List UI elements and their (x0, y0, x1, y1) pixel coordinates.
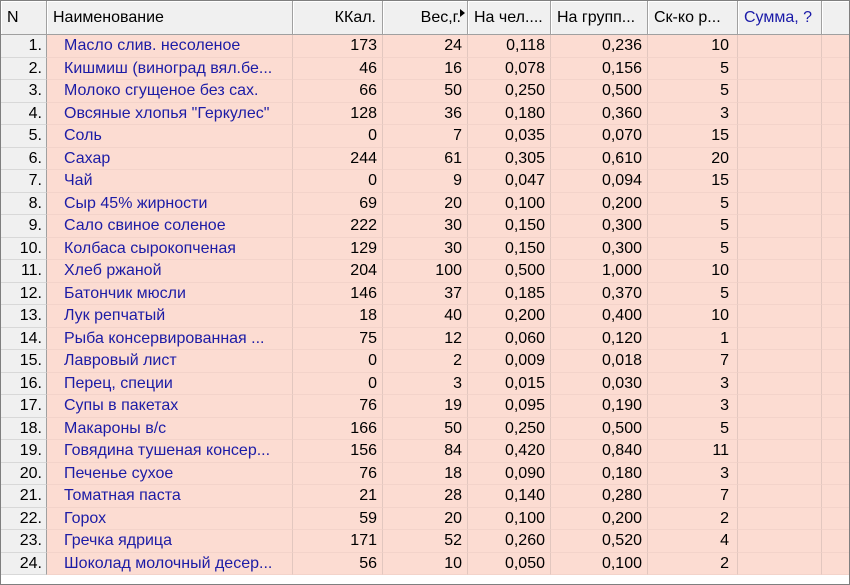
grid-header (1, 1, 850, 35)
kcal-value[interactable]: 76 (293, 395, 383, 418)
row-number[interactable]: 2. (1, 58, 47, 81)
per-group-value[interactable]: 0,520 (551, 530, 648, 553)
kcal-value[interactable]: 76 (293, 463, 383, 486)
sort-indicator-icon (460, 9, 465, 17)
table-row[interactable] (1, 553, 850, 576)
product-name[interactable]: Сахар (47, 148, 293, 171)
kcal-value[interactable]: 0 (293, 350, 383, 373)
per-group-value[interactable]: 0,236 (551, 35, 648, 58)
row-number[interactable]: 1. (1, 35, 47, 58)
table-row[interactable] (1, 305, 850, 328)
sum-value (738, 170, 822, 193)
repeat-count-value[interactable]: 3 (648, 395, 738, 418)
per-group-value[interactable]: 0,120 (551, 328, 648, 351)
product-name[interactable]: Томатная паста (47, 485, 293, 508)
per-person-value[interactable]: 0,250 (468, 418, 551, 441)
row-filler (822, 125, 850, 148)
row-number[interactable]: 15. (1, 350, 47, 373)
per-person-value[interactable]: 0,078 (468, 58, 551, 81)
product-name[interactable]: Колбаса сырокопченая (47, 238, 293, 261)
row-number[interactable]: 18. (1, 418, 47, 441)
repeat-count-value[interactable]: 3 (648, 463, 738, 486)
row-filler (822, 350, 850, 373)
table-row[interactable] (1, 58, 850, 81)
per-group-value[interactable]: 0,100 (551, 553, 648, 576)
sum-value (738, 305, 822, 328)
weight-value[interactable]: 28 (383, 485, 468, 508)
weight-value[interactable]: 9 (383, 170, 468, 193)
table-row[interactable] (1, 350, 850, 373)
weight-value[interactable]: 50 (383, 418, 468, 441)
sum-value (738, 238, 822, 261)
repeat-count-value[interactable]: 15 (648, 170, 738, 193)
sum-value (738, 125, 822, 148)
row-filler (822, 418, 850, 441)
column-header-per-group[interactable]: На групп... (551, 1, 648, 35)
per-group-value[interactable]: 0,300 (551, 238, 648, 261)
row-number[interactable]: 7. (1, 170, 47, 193)
product-name[interactable]: Батончик мюсли (47, 283, 293, 306)
column-header-kcal[interactable]: ККал. (293, 1, 383, 35)
weight-value[interactable]: 40 (383, 305, 468, 328)
repeat-count-value[interactable]: 10 (648, 305, 738, 328)
repeat-count-value[interactable]: 5 (648, 58, 738, 81)
kcal-value[interactable]: 0 (293, 373, 383, 396)
grid-body (1, 35, 850, 575)
per-group-value[interactable]: 0,094 (551, 170, 648, 193)
kcal-value[interactable]: 156 (293, 440, 383, 463)
row-number[interactable]: 5. (1, 125, 47, 148)
sum-value (738, 485, 822, 508)
kcal-value[interactable]: 171 (293, 530, 383, 553)
repeat-count-value[interactable]: 7 (648, 485, 738, 508)
per-group-value[interactable]: 0,280 (551, 485, 648, 508)
row-filler (822, 35, 850, 58)
repeat-count-value[interactable]: 3 (648, 373, 738, 396)
per-group-value[interactable]: 0,500 (551, 418, 648, 441)
sum-value (738, 328, 822, 351)
row-filler (822, 328, 850, 351)
per-person-value[interactable]: 0,200 (468, 305, 551, 328)
per-group-value[interactable]: 0,400 (551, 305, 648, 328)
sum-value (738, 463, 822, 486)
per-group-value[interactable]: 0,200 (551, 508, 648, 531)
sum-value (738, 283, 822, 306)
kcal-value[interactable]: 75 (293, 328, 383, 351)
per-group-value[interactable]: 0,300 (551, 215, 648, 238)
column-header-n[interactable]: N (1, 1, 47, 35)
per-group-value[interactable]: 0,370 (551, 283, 648, 306)
row-number[interactable]: 12. (1, 283, 47, 306)
per-person-value[interactable]: 0,060 (468, 328, 551, 351)
column-header-per-person[interactable]: На чел.... (468, 1, 551, 35)
sum-value (738, 80, 822, 103)
sum-value (738, 508, 822, 531)
row-number[interactable]: 16. (1, 373, 47, 396)
product-name[interactable]: Макароны в/с (47, 418, 293, 441)
table-row[interactable] (1, 170, 850, 193)
sum-value (738, 350, 822, 373)
sum-value (738, 58, 822, 81)
row-filler (822, 508, 850, 531)
weight-value[interactable]: 20 (383, 508, 468, 531)
table-row[interactable] (1, 80, 850, 103)
per-group-value[interactable]: 0,840 (551, 440, 648, 463)
repeat-count-value[interactable]: 5 (648, 418, 738, 441)
column-header-weight-label: Вес,г. (420, 9, 461, 26)
row-number[interactable]: 22. (1, 508, 47, 531)
sum-value (738, 35, 822, 58)
kcal-value[interactable]: 0 (293, 125, 383, 148)
weight-value[interactable]: 18 (383, 463, 468, 486)
per-person-value[interactable]: 0,047 (468, 170, 551, 193)
row-filler (822, 530, 850, 553)
per-person-value[interactable]: 0,150 (468, 238, 551, 261)
product-name[interactable]: Кишмиш (виноград вял.бе... (47, 58, 293, 81)
per-group-value[interactable]: 0,190 (551, 395, 648, 418)
repeat-count-value[interactable]: 4 (648, 530, 738, 553)
column-header-sum[interactable]: Сумма, ? (738, 1, 822, 35)
row-number[interactable]: 14. (1, 328, 47, 351)
product-name[interactable]: Сыр 45% жирности (47, 193, 293, 216)
row-filler (822, 373, 850, 396)
weight-value[interactable]: 19 (383, 395, 468, 418)
row-filler (822, 485, 850, 508)
weight-value[interactable]: 84 (383, 440, 468, 463)
repeat-count-value[interactable]: 3 (648, 103, 738, 126)
kcal-value[interactable]: 21 (293, 485, 383, 508)
row-filler (822, 463, 850, 486)
row-filler (822, 58, 850, 81)
per-person-value[interactable]: 0,500 (468, 260, 551, 283)
sum-value (738, 418, 822, 441)
table-row[interactable] (1, 283, 850, 306)
row-filler (822, 553, 850, 576)
product-name[interactable]: Рыба консервированная ... (47, 328, 293, 351)
per-person-value[interactable]: 0,095 (468, 395, 551, 418)
column-header-name[interactable]: Наименование (47, 1, 293, 35)
sum-value (738, 260, 822, 283)
per-group-value[interactable]: 0,610 (551, 148, 648, 171)
row-number[interactable]: 19. (1, 440, 47, 463)
weight-value[interactable]: 30 (383, 215, 468, 238)
per-group-value[interactable]: 0,030 (551, 373, 648, 396)
row-number[interactable]: 13. (1, 305, 47, 328)
weight-value[interactable]: 20 (383, 193, 468, 216)
product-name[interactable]: Горох (47, 508, 293, 531)
kcal-value[interactable]: 173 (293, 35, 383, 58)
repeat-count-value[interactable]: 10 (648, 35, 738, 58)
kcal-value[interactable]: 204 (293, 260, 383, 283)
product-name[interactable]: Супы в пакетах (47, 395, 293, 418)
product-name[interactable]: Лук репчатый (47, 305, 293, 328)
repeat-count-value[interactable]: 5 (648, 283, 738, 306)
row-number[interactable]: 23. (1, 530, 47, 553)
product-name[interactable]: Шоколад молочный десер... (47, 553, 293, 576)
repeat-count-value[interactable]: 2 (648, 553, 738, 576)
row-number[interactable]: 4. (1, 103, 47, 126)
table-row[interactable] (1, 148, 850, 171)
table-row[interactable] (1, 485, 850, 508)
weight-value[interactable]: 16 (383, 58, 468, 81)
weight-value[interactable]: 50 (383, 80, 468, 103)
repeat-count-value[interactable]: 2 (648, 508, 738, 531)
row-number[interactable]: 24. (1, 553, 47, 576)
kcal-value[interactable]: 0 (293, 170, 383, 193)
product-name[interactable]: Гречка ядрица (47, 530, 293, 553)
product-name[interactable]: Сало свиное соленое (47, 215, 293, 238)
per-person-value[interactable]: 0,009 (468, 350, 551, 373)
kcal-value[interactable]: 244 (293, 148, 383, 171)
table-row[interactable] (1, 373, 850, 396)
row-filler (822, 238, 850, 261)
per-person-value[interactable]: 0,118 (468, 35, 551, 58)
table-row[interactable] (1, 238, 850, 261)
kcal-value[interactable]: 222 (293, 215, 383, 238)
sum-value (738, 373, 822, 396)
per-person-value[interactable]: 0,035 (468, 125, 551, 148)
table-row[interactable] (1, 35, 850, 58)
row-filler (822, 395, 850, 418)
table-row[interactable] (1, 193, 850, 216)
repeat-count-value[interactable]: 5 (648, 193, 738, 216)
row-filler (822, 148, 850, 171)
kcal-value[interactable]: 146 (293, 283, 383, 306)
per-person-value[interactable]: 0,250 (468, 80, 551, 103)
per-person-value[interactable]: 0,140 (468, 485, 551, 508)
table-row[interactable] (1, 463, 850, 486)
kcal-value[interactable]: 129 (293, 238, 383, 261)
weight-value[interactable]: 12 (383, 328, 468, 351)
kcal-value[interactable]: 69 (293, 193, 383, 216)
row-number[interactable]: 21. (1, 485, 47, 508)
sum-value (738, 103, 822, 126)
product-name[interactable]: Масло слив. несоленое (47, 35, 293, 58)
product-name[interactable]: Молоко сгущеное без сах. (47, 80, 293, 103)
row-filler (822, 283, 850, 306)
row-filler (822, 80, 850, 103)
per-person-value[interactable]: 0,180 (468, 103, 551, 126)
per-group-value[interactable]: 0,018 (551, 350, 648, 373)
weight-value[interactable]: 7 (383, 125, 468, 148)
row-number[interactable]: 10. (1, 238, 47, 261)
row-number[interactable]: 3. (1, 80, 47, 103)
weight-value[interactable]: 61 (383, 148, 468, 171)
column-header-filler (822, 1, 850, 35)
repeat-count-value[interactable]: 5 (648, 80, 738, 103)
weight-value[interactable]: 36 (383, 103, 468, 126)
per-person-value[interactable]: 0,305 (468, 148, 551, 171)
weight-value[interactable]: 30 (383, 238, 468, 261)
kcal-value[interactable]: 56 (293, 553, 383, 576)
per-person-value[interactable]: 0,100 (468, 508, 551, 531)
per-person-value[interactable]: 0,015 (468, 373, 551, 396)
row-number[interactable]: 11. (1, 260, 47, 283)
row-filler (822, 305, 850, 328)
sum-value (738, 148, 822, 171)
per-person-value[interactable]: 0,420 (468, 440, 551, 463)
sum-value (738, 215, 822, 238)
table-row[interactable] (1, 395, 850, 418)
per-group-value[interactable]: 0,200 (551, 193, 648, 216)
per-group-value[interactable]: 0,360 (551, 103, 648, 126)
weight-value[interactable]: 37 (383, 283, 468, 306)
table-row[interactable] (1, 418, 850, 441)
per-group-value[interactable]: 0,070 (551, 125, 648, 148)
table-row[interactable] (1, 508, 850, 531)
product-name[interactable]: Овсяные хлопья "Геркулес" (47, 103, 293, 126)
per-person-value[interactable]: 0,185 (468, 283, 551, 306)
kcal-value[interactable]: 18 (293, 305, 383, 328)
weight-value[interactable]: 52 (383, 530, 468, 553)
row-number[interactable]: 20. (1, 463, 47, 486)
kcal-value[interactable]: 128 (293, 103, 383, 126)
product-name[interactable]: Соль (47, 125, 293, 148)
weight-value[interactable]: 3 (383, 373, 468, 396)
weight-value[interactable]: 2 (383, 350, 468, 373)
row-filler (822, 103, 850, 126)
sum-value (738, 193, 822, 216)
row-filler (822, 215, 850, 238)
column-header-weight[interactable] (383, 1, 468, 35)
repeat-count-value[interactable]: 7 (648, 350, 738, 373)
weight-value[interactable]: 100 (383, 260, 468, 283)
row-number[interactable]: 17. (1, 395, 47, 418)
row-filler (822, 440, 850, 463)
repeat-count-value[interactable]: 10 (648, 260, 738, 283)
row-filler (822, 260, 850, 283)
product-name[interactable]: Лавровый лист (47, 350, 293, 373)
per-group-value[interactable]: 1,000 (551, 260, 648, 283)
table-row[interactable] (1, 440, 850, 463)
table-row[interactable] (1, 125, 850, 148)
table-row[interactable] (1, 260, 850, 283)
table-row[interactable] (1, 215, 850, 238)
table-row[interactable] (1, 103, 850, 126)
row-filler (822, 170, 850, 193)
per-group-value[interactable]: 0,180 (551, 463, 648, 486)
kcal-value[interactable]: 46 (293, 58, 383, 81)
per-person-value[interactable]: 0,260 (468, 530, 551, 553)
repeat-count-value[interactable]: 1 (648, 328, 738, 351)
repeat-count-value[interactable]: 5 (648, 215, 738, 238)
row-number[interactable]: 8. (1, 193, 47, 216)
table-row[interactable] (1, 328, 850, 351)
kcal-value[interactable]: 166 (293, 418, 383, 441)
repeat-count-value[interactable]: 5 (648, 238, 738, 261)
per-person-value[interactable]: 0,100 (468, 193, 551, 216)
sum-value (738, 440, 822, 463)
per-group-value[interactable]: 0,500 (551, 80, 648, 103)
weight-value[interactable]: 24 (383, 35, 468, 58)
per-person-value[interactable]: 0,090 (468, 463, 551, 486)
kcal-value[interactable]: 66 (293, 80, 383, 103)
kcal-value[interactable]: 59 (293, 508, 383, 531)
product-name[interactable]: Говядина тушеная консер... (47, 440, 293, 463)
row-number[interactable]: 9. (1, 215, 47, 238)
repeat-count-value[interactable]: 11 (648, 440, 738, 463)
per-person-value[interactable]: 0,050 (468, 553, 551, 576)
sum-value (738, 553, 822, 576)
repeat-count-value[interactable]: 15 (648, 125, 738, 148)
weight-value[interactable]: 10 (383, 553, 468, 576)
repeat-count-value[interactable]: 20 (648, 148, 738, 171)
column-header-repeat[interactable]: Ск-ко р... (648, 1, 738, 35)
row-filler (822, 193, 850, 216)
table-row[interactable] (1, 530, 850, 553)
product-name[interactable]: Чай (47, 170, 293, 193)
per-group-value[interactable]: 0,156 (551, 58, 648, 81)
product-name[interactable]: Печенье сухое (47, 463, 293, 486)
sum-value (738, 530, 822, 553)
per-person-value[interactable]: 0,150 (468, 215, 551, 238)
product-name[interactable]: Перец, специи (47, 373, 293, 396)
product-name[interactable]: Хлеб ржаной (47, 260, 293, 283)
row-number[interactable]: 6. (1, 148, 47, 171)
sum-value (738, 395, 822, 418)
